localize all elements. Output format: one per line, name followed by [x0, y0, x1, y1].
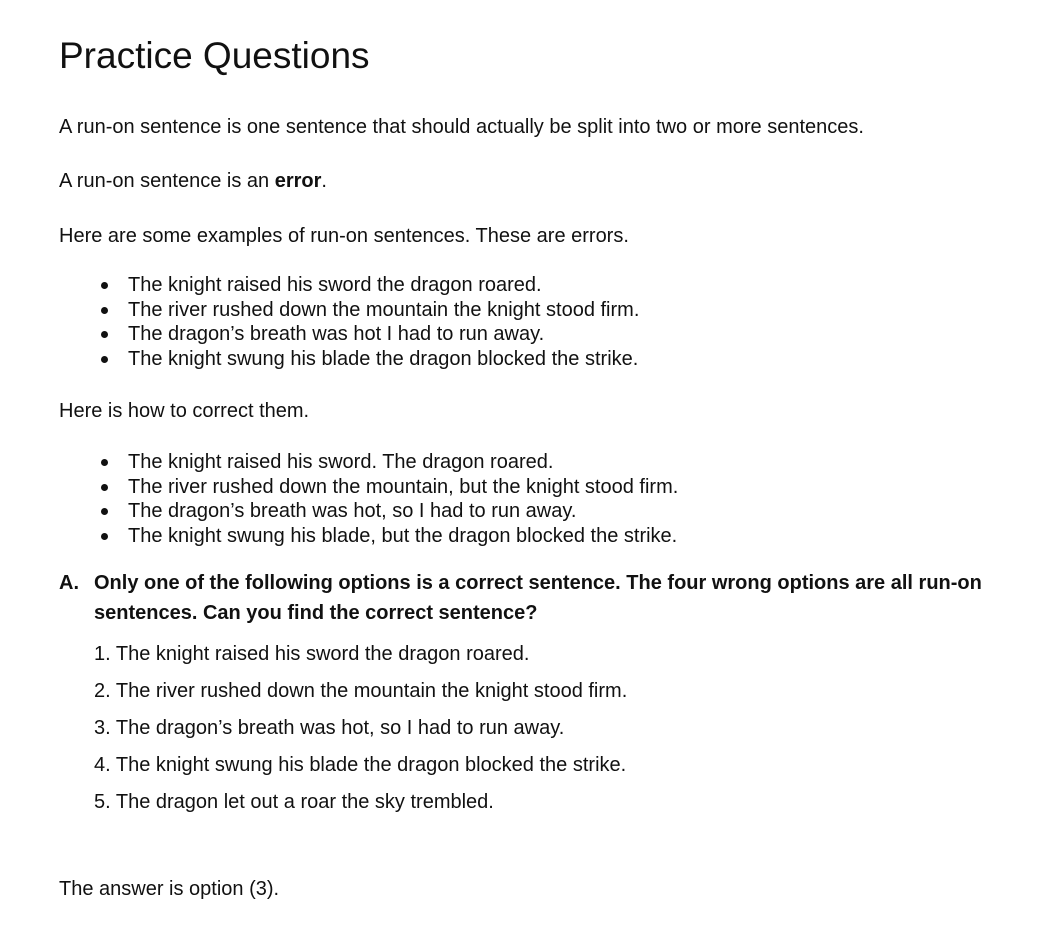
list-item	[99, 273, 639, 298]
option-item: 2. The river rushed down the mountain the knight stood firm.	[94, 680, 628, 702]
bullet-icon	[101, 533, 108, 540]
bullet-icon	[101, 508, 108, 515]
correction-text: The dragon’s breath was hot, so I had to run away.	[128, 500, 577, 523]
option-item: 5. The dragon let out a roar the sky trembled.	[94, 791, 494, 813]
bullet-icon	[101, 307, 108, 314]
corrections-list	[99, 450, 678, 549]
correction-text: The knight raised his sword. The dragon roared.	[128, 451, 554, 473]
question-prompt: Only one of the following options is a correct sentence. The four wrong options are all run-on sentences. Can you find the correct sentence?	[94, 572, 982, 624]
question-marker: A.	[59, 572, 79, 594]
list-item	[99, 475, 678, 500]
option-item: 1. The knight raised his sword the dragon roared.	[94, 643, 530, 665]
list-item	[99, 298, 639, 323]
list-item	[99, 347, 639, 372]
corrections-intro: Here is how to correct them.	[59, 400, 310, 422]
example-text: The knight raised his sword the dragon roared.	[128, 274, 542, 296]
bullet-icon	[101, 282, 108, 289]
option-item: 4. The knight swung his blade the dragon blocked the strike.	[94, 754, 627, 776]
error-statement	[59, 168, 327, 194]
bullet-icon	[101, 459, 108, 466]
error-statement-suffix: .	[321, 170, 327, 192]
option-item: 3. The dragon’s breath was hot, so I had to run away.	[94, 717, 565, 739]
bullet-icon	[101, 356, 108, 363]
options-list	[94, 636, 627, 821]
runon-examples-list	[99, 273, 639, 372]
bullet-icon	[101, 331, 108, 338]
error-word: error	[274, 170, 322, 192]
example-text: The knight swung his blade the dragon blocked the strike.	[128, 348, 639, 371]
list-item	[99, 524, 678, 549]
example-text: The dragon’s breath was hot I had to run away.	[128, 323, 545, 346]
answer-text: The answer is option (3).	[59, 878, 280, 900]
page-title: Practice Questions	[59, 35, 370, 76]
definition-text: A run-on sentence is one sentence that should actually be split into two or more sentences.	[59, 116, 864, 138]
list-item	[99, 499, 678, 524]
bullet-icon	[101, 484, 108, 491]
list-item	[99, 322, 639, 347]
examples-intro: Here are some examples of run-on sentences. These are errors.	[59, 225, 629, 247]
correction-text: The knight swung his blade, but the dragon blocked the strike.	[128, 525, 678, 548]
correction-text: The river rushed down the mountain, but the knight stood firm.	[128, 475, 679, 498]
list-item	[99, 450, 678, 475]
example-text: The river rushed down the mountain the knight stood firm.	[128, 298, 640, 321]
error-statement-prefix: A run-on sentence is an	[59, 170, 275, 192]
